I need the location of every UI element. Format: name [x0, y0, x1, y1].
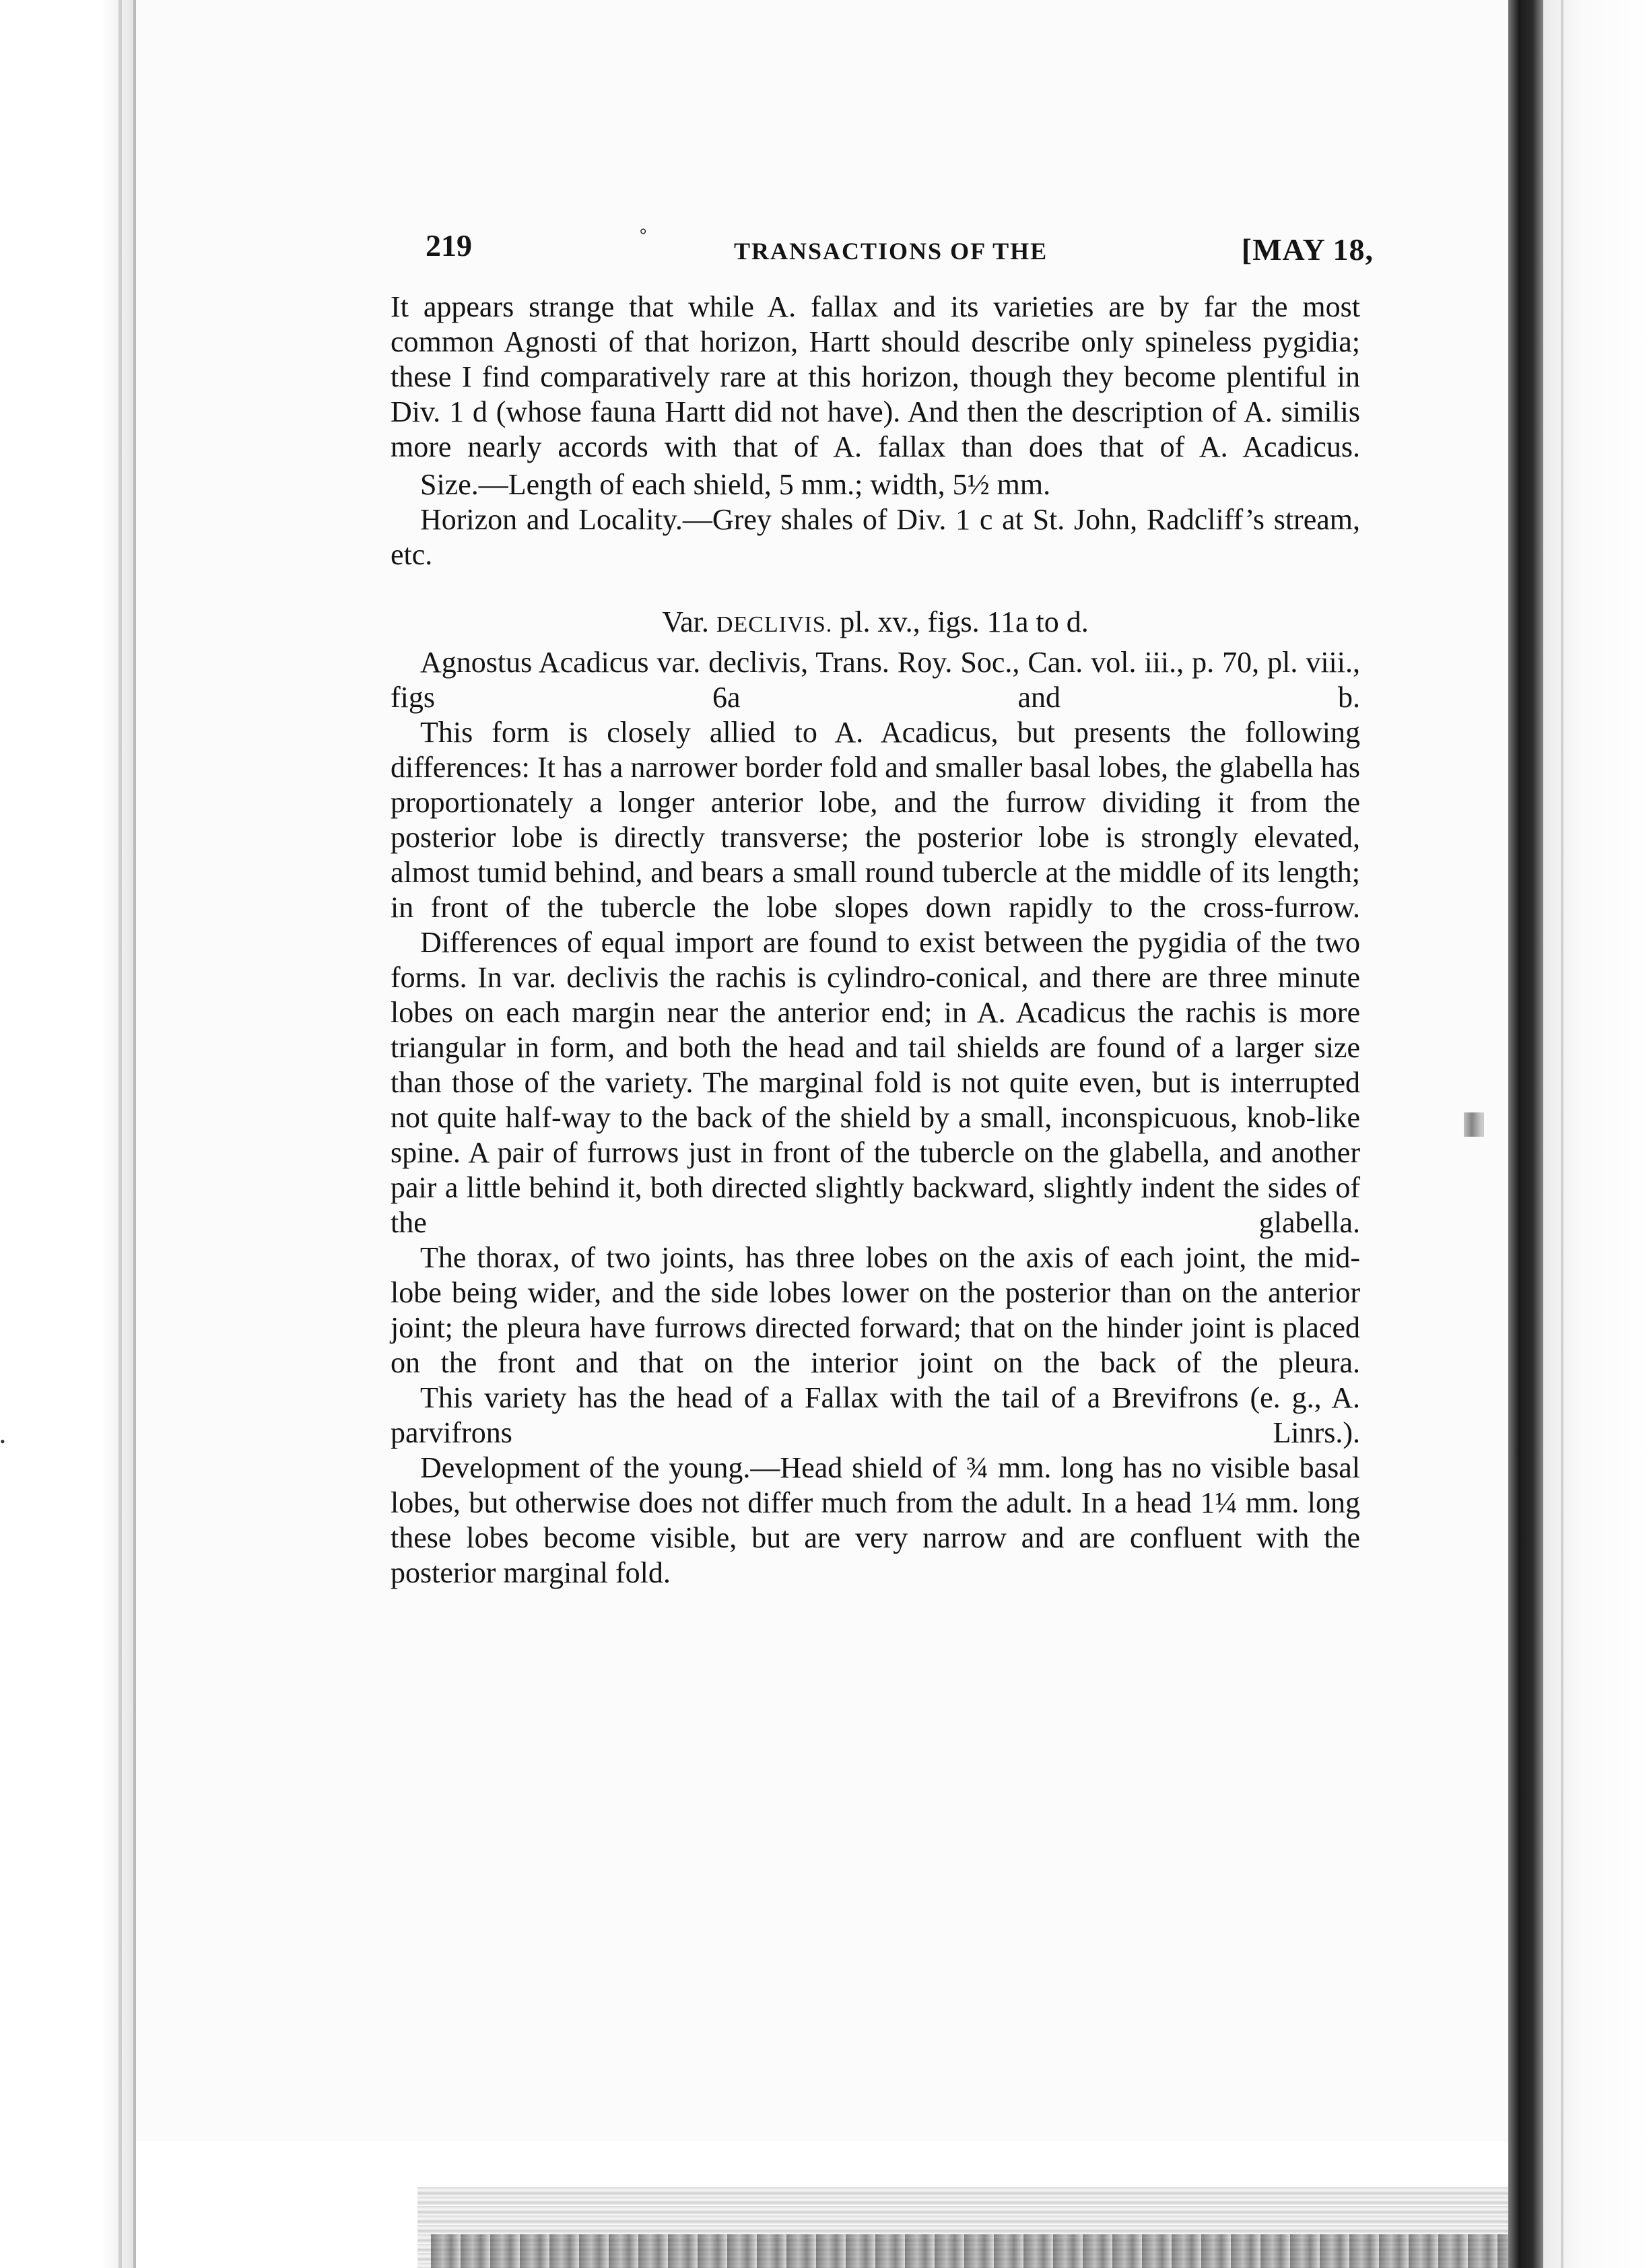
variety-heading-prefix: Var.: [662, 605, 709, 638]
variety-heading: [391, 605, 1360, 642]
right-page-margin: [1543, 0, 1651, 2268]
variety-heading-plate: pl. xv., figs. 11a to d.: [840, 605, 1089, 638]
stray-printer-mark: °: [640, 225, 647, 244]
right-page-edge-line: [1561, 0, 1563, 2268]
book-spine-gutter: [1508, 0, 1543, 2268]
left-page-margin: [0, 0, 135, 2268]
paragraph-pygidia: Differences of equal import are found to exist between the pygidia of the two forms. In var. declivis the rachis is cylindro-conical, and there are three minute lobes on each margin near the anterior end; in A. Acadicus the rachis is more triangular in form, and both the head and tail shields are found of a larger size than those of the variety. The marginal fold is not quite even, but is interrupted not quite half-way to the back of the shield by a small, inconspicuous, knob-like spine. A pair of furrows just in front of the tubercle on the glabella, and another pair a little behind it, both directed slightly backward, slightly indent the sides of the glabella.: [391, 926, 1360, 1239]
paragraph-differences: This form is closely allied to A. Acadicus, but presents the following differences: It has a narrower border fold and smaller basal lobes, the glabella has proportionately a longer anterior lobe, and the furrow dividing it from the posterior lobe is directly transverse; the posterior lobe is strongly elevated, almost tumid behind, and bears a small round tubercle at the middle of its length; in front of the tubercle the lobe slopes down rapidly to the cross-furrow.: [391, 716, 1360, 924]
paragraph-comparison: It appears strange that while A. fallax and its varieties are by far the most common Agnosti of that horizon, Hartt should describe only spineless pygidia; these I find comparatively rare at this horizon, though they become plentiful in Div. 1 d (whose fauna Hartt did not have). And then the description of A. similis more nearly accords with that of A. fallax than does that of A. Acadicus.: [391, 290, 1360, 463]
variety-heading-name: DECLIVIS.: [716, 612, 833, 637]
paragraph-development: Development of the young.—Head shield of ¾ mm. long has no visible basal lobes, but otherwise does not differ much from the adult. In a head 1¼ mm. long these lobes become visible, but are very narrow and are confluent with the posterior marginal fold.: [391, 1451, 1360, 1589]
running-title: TRANSACTIONS OF THE: [734, 238, 1048, 265]
page-number: 219: [426, 228, 472, 263]
scan-artifact-left: •: [0, 1433, 5, 1450]
running-date: [MAY 18,: [1241, 232, 1374, 267]
scan-artifact-right: [1464, 1112, 1484, 1137]
paragraph-synonymy: Agnostus Acadicus var. declivis, Trans. Roy. Soc., Can. vol. iii., p. 70, pl. viii., figs 6a and b.: [391, 646, 1360, 714]
page-stack-shadow: [431, 2234, 1508, 2268]
paragraph-thorax: The thorax, of two joints, has three lobes on the axis of each joint, the mid-lobe being wider, and the side lobes lower on the posterior than on the anterior joint; the pleura have furrows directed forward; that on the hinder joint is placed on the front and that on the interior joint on the back of the pleura.: [391, 1241, 1360, 1379]
paragraph-variety-summary: This variety has the head of a Fallax with the tail of a Brevifrons (e. g., A. parvifrons Linrs.).: [391, 1381, 1360, 1449]
body-text: [391, 290, 1360, 1591]
paragraph-horizon-locality: Horizon and Locality.—Grey shales of Div. 1 c at St. John, Radcliff’s stream, etc.: [391, 503, 1360, 571]
running-head: [417, 225, 1380, 281]
left-page-edge-line: [119, 0, 122, 2268]
paragraph-size: Size.—Length of each shield, 5 mm.; width, 5½ mm.: [420, 468, 1051, 501]
